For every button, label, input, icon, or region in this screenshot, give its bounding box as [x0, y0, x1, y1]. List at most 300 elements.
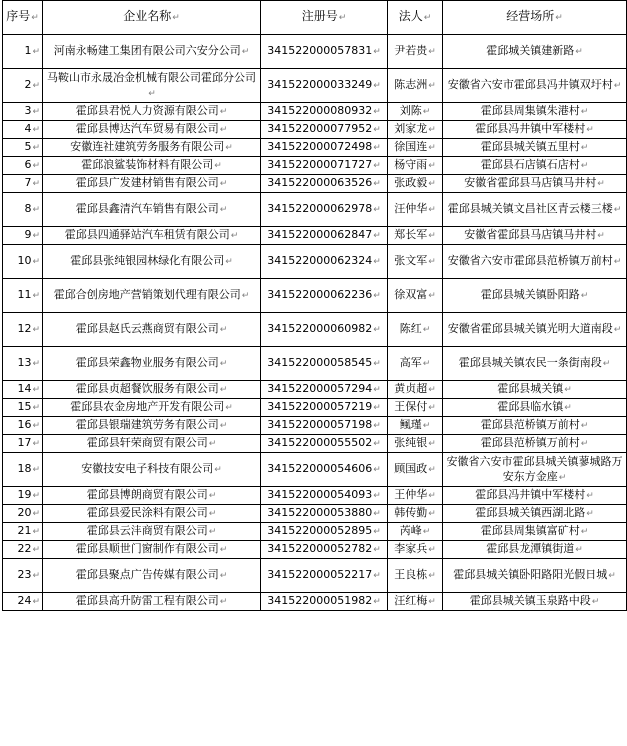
row-number: 24: [17, 594, 32, 607]
legal-representative: 陈红: [399, 322, 422, 335]
business-address: 安徽省霍邱县马店镇马井村: [464, 176, 597, 189]
paragraph-mark: [32, 125, 40, 135]
business-address: 霍邱县城关镇卧阳路阳光假日城: [453, 568, 608, 581]
registration-number: 341522000057831: [267, 44, 373, 57]
registration-number-cell: [261, 505, 388, 523]
paragraph-mark: [220, 421, 228, 431]
registration-number-cell: [261, 347, 388, 381]
paragraph-mark: [428, 125, 436, 135]
paragraph-mark: [597, 231, 605, 241]
paragraph-mark: [32, 545, 40, 555]
paragraph-mark: [586, 509, 594, 519]
paragraph-mark: [614, 325, 622, 335]
business-address-cell: [443, 505, 627, 523]
registration-number-cell: [261, 121, 388, 139]
row-number-cell: [3, 313, 43, 347]
paragraph-mark: [31, 13, 39, 23]
legal-representative-cell: [388, 35, 443, 69]
paragraph-mark: [373, 421, 381, 431]
company-name-cell: [43, 245, 261, 279]
paragraph-mark: [32, 509, 40, 519]
registration-number-cell: [261, 69, 388, 103]
registration-number: 341522000033249: [267, 78, 373, 91]
row-number-cell: [3, 347, 43, 381]
paragraph-mark: [220, 325, 228, 335]
registration-number-cell: [261, 399, 388, 417]
company-name: 霍邱县银瑞建筑劳务有限公司: [75, 418, 219, 431]
legal-representative-cell: [388, 593, 443, 611]
company-name-cell: [43, 227, 261, 245]
paragraph-mark: [428, 179, 436, 189]
company-name: 霍邱县荣鑫物业服务有限公司: [75, 356, 219, 369]
company-name-cell: [43, 347, 261, 381]
business-address-cell: [443, 279, 627, 313]
paragraph-mark: [423, 107, 431, 117]
paragraph-mark: [172, 13, 180, 23]
row-number: 11: [17, 288, 32, 301]
row-number-cell: [3, 103, 43, 121]
company-name-cell: [43, 157, 261, 175]
registration-number: 341522000057294: [267, 382, 373, 395]
paragraph-mark: [373, 385, 381, 395]
paragraph-mark: [581, 421, 589, 431]
company-name-cell: [43, 139, 261, 157]
paragraph-mark: [373, 545, 381, 555]
company-name-cell: [43, 523, 261, 541]
registration-number: 341522000063526: [267, 176, 373, 189]
business-address-cell: [443, 69, 627, 103]
business-address: 霍邱县城关镇文昌社区青云楼三楼: [447, 202, 613, 215]
company-name: 霍邱县云沣商贸有限公司: [86, 524, 208, 537]
company-name-cell: [43, 453, 261, 487]
company-name-cell: [43, 593, 261, 611]
row-number: 22: [17, 542, 32, 555]
legal-representative: 黄贞超: [394, 382, 428, 395]
paragraph-mark: [428, 161, 436, 171]
registration-number-cell: [261, 35, 388, 69]
paragraph-mark: [581, 439, 589, 449]
paragraph-mark: [32, 385, 40, 395]
legal-representative-cell: [388, 245, 443, 279]
legal-representative: 张政毅: [394, 176, 428, 189]
paragraph-mark: [220, 205, 228, 215]
registration-number: 341522000058545: [267, 356, 373, 369]
paragraph-mark: [424, 13, 432, 23]
table-row: [3, 381, 627, 399]
paragraph-mark: [428, 81, 436, 91]
paragraph-mark: [428, 143, 436, 153]
paragraph-mark: [423, 421, 431, 431]
paragraph-mark: [428, 205, 436, 215]
table-row: [3, 399, 627, 417]
legal-representative-cell: [388, 541, 443, 559]
table-row: [3, 227, 627, 245]
company-name: 霍邱县博达汽车贸易有限公司: [75, 122, 219, 135]
paragraph-mark: [373, 47, 381, 57]
legal-representative-cell: [388, 523, 443, 541]
legal-representative: 李家兵: [394, 542, 428, 555]
row-number: 12: [17, 322, 32, 335]
company-name: 安徽连社建筑劳务服务有限公司: [70, 140, 225, 153]
business-address-cell: [443, 593, 627, 611]
row-number-cell: [3, 69, 43, 103]
registration-number: 341522000080932: [267, 104, 373, 117]
company-name: 霍邱浪鲨装饰材料有限公司: [81, 158, 214, 171]
table-row: [3, 541, 627, 559]
registration-number-cell: [261, 139, 388, 157]
row-number: 18: [17, 462, 32, 475]
row-number: 17: [17, 436, 32, 449]
row-number: 14: [17, 382, 32, 395]
paragraph-mark: [209, 491, 217, 501]
table-row: [3, 453, 627, 487]
row-number-cell: [3, 541, 43, 559]
legal-representative-cell: [388, 121, 443, 139]
legal-representative: 尹若贵: [394, 44, 428, 57]
legal-representative-cell: [388, 559, 443, 593]
legal-representative-cell: [388, 417, 443, 435]
row-number: 4: [24, 122, 32, 135]
business-address-cell: [443, 193, 627, 227]
paragraph-mark: [32, 403, 40, 413]
registration-number: 341522000053880: [267, 506, 373, 519]
registration-number-cell: [261, 417, 388, 435]
paragraph-mark: [225, 403, 233, 413]
company-name: 霍邱县高升防雷工程有限公司: [75, 594, 219, 607]
legal-representative: 汪红梅: [394, 594, 428, 607]
table-row: [3, 245, 627, 279]
registration-number: 341522000062236: [267, 288, 373, 301]
paragraph-mark: [373, 231, 381, 241]
registration-number: 341522000052895: [267, 524, 373, 537]
paragraph-mark: [220, 179, 228, 189]
business-address: 霍邱县城关镇西湖北路: [475, 506, 586, 519]
legal-representative-cell: [388, 435, 443, 453]
company-name: 霍邱合创房地产营销策划代理有限公司: [53, 288, 241, 301]
company-name: 霍邱县贞超餐饮服务有限公司: [75, 382, 219, 395]
business-address-cell: [443, 35, 627, 69]
company-name: 霍邱县赵氏云燕商贸有限公司: [75, 322, 219, 335]
registration-number-cell: [261, 227, 388, 245]
column-header-business-address: 经营场所 ↵: [443, 1, 627, 35]
paragraph-mark: [423, 325, 431, 335]
paragraph-mark: [614, 81, 622, 91]
company-name-cell: [43, 381, 261, 399]
column-header-no: 序号 ↵: [3, 1, 43, 35]
paragraph-mark: [575, 545, 583, 555]
legal-representative: 徐国连: [394, 140, 428, 153]
table-row: [3, 523, 627, 541]
paragraph-mark: [614, 257, 622, 267]
business-address: 安徽省六安市霍邱县范桥镇万前村: [447, 254, 613, 267]
table-row: [3, 313, 627, 347]
row-number-cell: [3, 175, 43, 193]
registration-number: 341522000054093: [267, 488, 373, 501]
company-name-cell: [43, 279, 261, 313]
company-name: 霍邱县博朗商贸有限公司: [86, 488, 208, 501]
registration-number-cell: [261, 593, 388, 611]
table-row: [3, 69, 627, 103]
business-address: 霍邱县城关镇农民一条街南段: [458, 356, 602, 369]
paragraph-mark: [32, 257, 40, 267]
company-name-cell: [43, 69, 261, 103]
row-number: 5: [24, 140, 32, 153]
row-number-cell: [3, 381, 43, 399]
paragraph-mark: [32, 359, 40, 369]
row-number-cell: [3, 227, 43, 245]
paragraph-mark: [242, 47, 250, 57]
business-address: 安徽省六安市霍邱县冯井镇双圩村: [447, 78, 613, 91]
legal-representative-cell: [388, 381, 443, 399]
business-address-cell: [443, 227, 627, 245]
company-name: 河南永畅建工集团有限公司六安分公司: [53, 44, 241, 57]
registration-number: 341522000052217: [267, 568, 373, 581]
table-row: [3, 103, 627, 121]
table-row: [3, 139, 627, 157]
paragraph-mark: [373, 291, 381, 301]
registration-number: 341522000060982: [267, 322, 373, 335]
registration-number-cell: [261, 453, 388, 487]
company-name-cell: [43, 541, 261, 559]
paragraph-mark: [220, 545, 228, 555]
paragraph-mark: [373, 179, 381, 189]
row-number: 7: [24, 176, 32, 189]
legal-representative-cell: [388, 399, 443, 417]
paragraph-mark: [592, 597, 600, 607]
legal-representative-cell: [388, 139, 443, 157]
business-address: 安徽省霍邱县城关镇光明大道南段: [447, 322, 613, 335]
business-address-cell: [443, 347, 627, 381]
paragraph-mark: [428, 571, 436, 581]
paragraph-mark: [242, 291, 250, 301]
legal-representative-cell: [388, 103, 443, 121]
legal-representative: 刘陈: [399, 104, 422, 117]
row-number-cell: [3, 35, 43, 69]
paragraph-mark: [32, 107, 40, 117]
registration-number: 341522000054606: [267, 462, 373, 475]
paragraph-mark: [32, 421, 40, 431]
paragraph-mark: [32, 143, 40, 153]
paragraph-mark: [32, 527, 40, 537]
registration-number-cell: [261, 523, 388, 541]
row-number-cell: [3, 453, 43, 487]
business-address-cell: [443, 139, 627, 157]
legal-representative-cell: [388, 453, 443, 487]
column-header-registration-no: 注册号 ↵: [261, 1, 388, 35]
business-address: 霍邱县范桥镇万前村: [480, 436, 580, 449]
registration-number-cell: [261, 559, 388, 593]
legal-representative: 芮峰: [399, 524, 422, 537]
legal-representative: 杨守雨: [394, 158, 428, 171]
company-name: 安徽技安电子科技有限公司: [81, 462, 214, 475]
registration-number-cell: [261, 103, 388, 121]
table-row: [3, 593, 627, 611]
row-number-cell: [3, 399, 43, 417]
company-name-cell: [43, 435, 261, 453]
paragraph-mark: [373, 403, 381, 413]
company-name-cell: [43, 175, 261, 193]
row-number-cell: [3, 417, 43, 435]
paragraph-mark: [214, 161, 222, 171]
legal-representative-cell: [388, 193, 443, 227]
registration-number: 341522000062978: [267, 202, 373, 215]
business-address-cell: [443, 541, 627, 559]
business-address: 安徽省六安市霍邱县城关镇蓼城路万安东方金座: [446, 454, 623, 483]
paragraph-mark: [32, 81, 40, 91]
business-address-cell: [443, 523, 627, 541]
paragraph-mark: [209, 509, 217, 519]
row-number: 16: [17, 418, 32, 431]
paragraph-mark: [373, 81, 381, 91]
business-address: 安徽省霍邱县马店镇马井村: [464, 228, 597, 241]
company-name-cell: [43, 313, 261, 347]
business-address-cell: [443, 453, 627, 487]
paragraph-mark: [373, 107, 381, 117]
row-number: 15: [17, 400, 32, 413]
legal-representative: 王保付: [394, 400, 428, 413]
registration-number: 341522000051982: [267, 594, 373, 607]
paragraph-mark: [373, 465, 381, 475]
paragraph-mark: [423, 527, 431, 537]
paragraph-mark: [373, 125, 381, 135]
paragraph-mark: [220, 385, 228, 395]
row-number-cell: [3, 139, 43, 157]
row-number: 20: [17, 506, 32, 519]
company-name-cell: [43, 193, 261, 227]
business-address: 霍邱县龙潭镇街道: [486, 542, 575, 555]
paragraph-mark: [564, 403, 572, 413]
paragraph-mark: [209, 439, 217, 449]
paragraph-mark: [373, 161, 381, 171]
paragraph-mark: [586, 491, 594, 501]
registration-number-cell: [261, 541, 388, 559]
legal-representative-cell: [388, 279, 443, 313]
company-name: 霍邱县聚点广告传媒有限公司: [75, 568, 219, 581]
paragraph-mark: [428, 545, 436, 555]
registration-number-cell: [261, 487, 388, 505]
legal-representative-cell: [388, 157, 443, 175]
paragraph-mark: [428, 439, 436, 449]
paragraph-mark: [564, 385, 572, 395]
row-number: 6: [24, 158, 32, 171]
registration-number-cell: [261, 279, 388, 313]
paragraph-mark: [225, 143, 233, 153]
company-name-cell: [43, 121, 261, 139]
company-name-cell: [43, 399, 261, 417]
paragraph-mark: [428, 509, 436, 519]
business-address: 霍邱县范桥镇万前村: [480, 418, 580, 431]
paragraph-mark: [423, 359, 431, 369]
legal-representative-cell: [388, 347, 443, 381]
row-number-cell: [3, 245, 43, 279]
row-number-cell: [3, 435, 43, 453]
business-address: 霍邱县冯井镇中军楼村: [475, 122, 586, 135]
row-number: 1: [24, 44, 32, 57]
business-address-cell: [443, 417, 627, 435]
row-number-cell: [3, 505, 43, 523]
paragraph-mark: [428, 465, 436, 475]
paragraph-mark: [32, 231, 40, 241]
paragraph-mark: [32, 325, 40, 335]
business-address-cell: [443, 245, 627, 279]
company-name: 霍邱县轩荣商贸有限公司: [86, 436, 208, 449]
paragraph-mark: [555, 13, 563, 23]
paragraph-mark: [209, 527, 217, 537]
paragraph-mark: [373, 325, 381, 335]
row-number-cell: [3, 157, 43, 175]
company-name: 霍邱县农金房地产开发有限公司: [70, 400, 225, 413]
paragraph-mark: [614, 205, 622, 215]
table-row: [3, 559, 627, 593]
company-name-cell: [43, 35, 261, 69]
row-number-cell: [3, 121, 43, 139]
legal-representative: 张纯银: [394, 436, 428, 449]
table-row: [3, 417, 627, 435]
row-number-cell: [3, 593, 43, 611]
paragraph-mark: [428, 47, 436, 57]
company-name: 霍邱县张纯银园林绿化有限公司: [70, 254, 225, 267]
business-address: 霍邱县周集镇朱港村: [480, 104, 580, 117]
business-address: 霍邱城关镇建新路: [486, 44, 575, 57]
paragraph-mark: [581, 527, 589, 537]
legal-representative: 王仲华: [394, 488, 428, 501]
paragraph-mark: [32, 491, 40, 501]
row-number: 3: [24, 104, 32, 117]
paragraph-mark: [220, 571, 228, 581]
paragraph-mark: [428, 597, 436, 607]
paragraph-mark: [581, 161, 589, 171]
paragraph-mark: [225, 257, 233, 267]
registration-number-cell: [261, 435, 388, 453]
header-row: [3, 1, 627, 35]
paragraph-mark: [428, 257, 436, 267]
column-header-legal-rep: 法人 ↵: [388, 1, 443, 35]
table-row: [3, 347, 627, 381]
company-name: 霍邱县顺世门窗制作有限公司: [75, 542, 219, 555]
paragraph-mark: [373, 439, 381, 449]
company-registry-table: [2, 0, 627, 611]
business-address: 霍邱县城关镇玉泉路中段: [469, 594, 591, 607]
business-address-cell: [443, 559, 627, 593]
paragraph-mark: [32, 47, 40, 57]
row-number: 21: [17, 524, 32, 537]
row-number-cell: [3, 523, 43, 541]
business-address-cell: [443, 399, 627, 417]
table-row: [3, 121, 627, 139]
table-row: [3, 35, 627, 69]
registration-number: 341522000055502: [267, 436, 373, 449]
paragraph-mark: [586, 125, 594, 135]
paragraph-mark: [373, 143, 381, 153]
business-address: 霍邱县周集镇富矿村: [480, 524, 580, 537]
table-row: [3, 435, 627, 453]
table-row: [3, 279, 627, 313]
paragraph-mark: [373, 527, 381, 537]
row-number: 10: [17, 254, 32, 267]
paragraph-mark: [231, 231, 239, 241]
business-address-cell: [443, 103, 627, 121]
legal-representative-cell: [388, 505, 443, 523]
registration-number-cell: [261, 193, 388, 227]
business-address: 霍邱县临水镇: [497, 400, 564, 413]
registration-number-cell: [261, 381, 388, 399]
row-number: 9: [24, 228, 32, 241]
registration-number: 341522000062847: [267, 228, 373, 241]
row-number: 23: [17, 568, 32, 581]
legal-representative: 韩传勤: [394, 506, 428, 519]
business-address-cell: [443, 381, 627, 399]
business-address-cell: [443, 313, 627, 347]
